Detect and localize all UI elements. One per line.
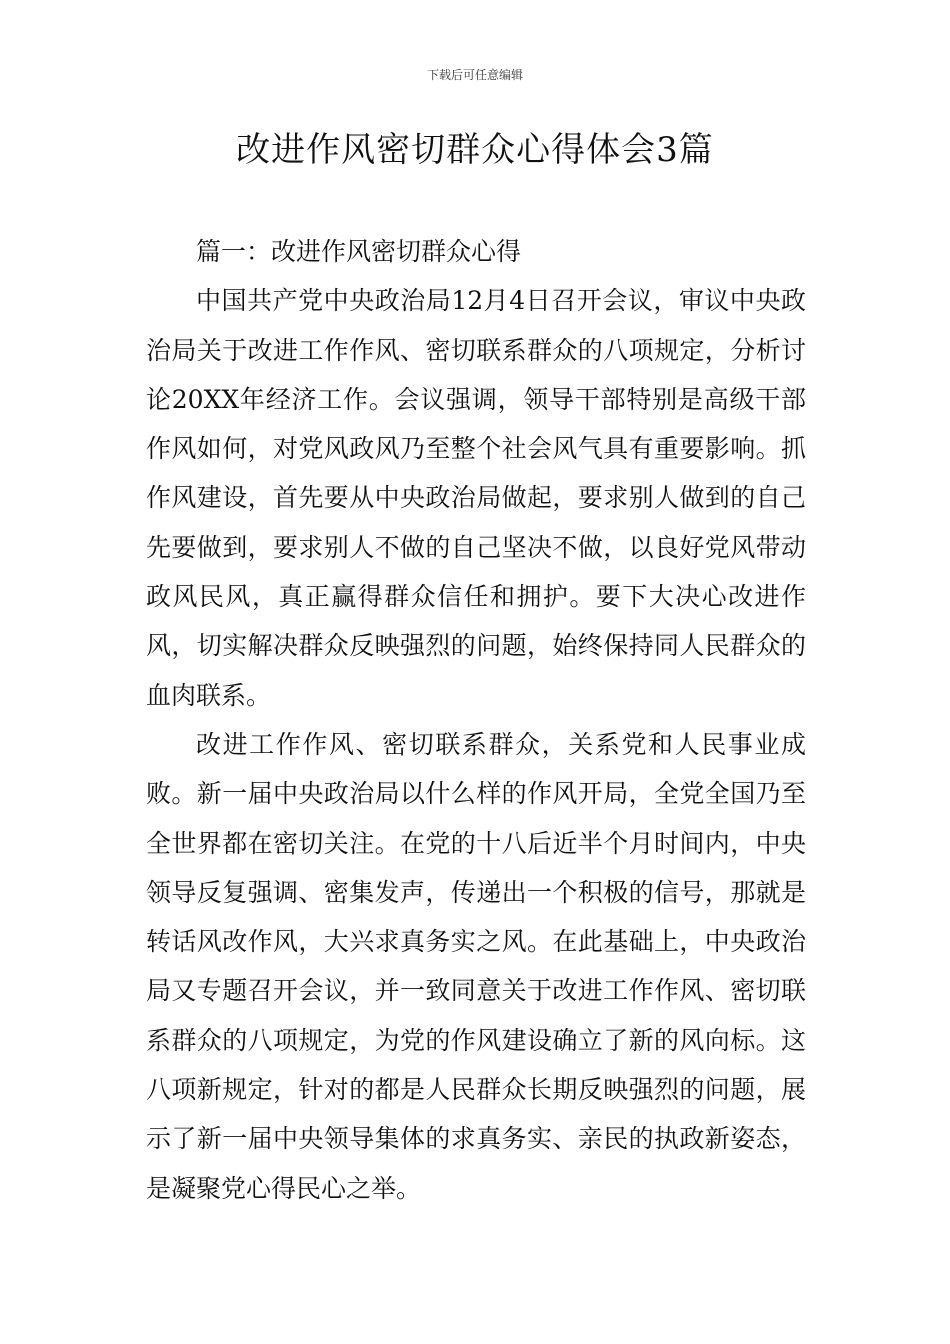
- document-body: [146, 227, 806, 1213]
- body-paragraph-2: 改进工作作风、密切联系群众，关系党和人民事业成败。新一届中央政治局以什么样的作风开局，全党全国乃至全世界都在密切关注。在党的十八后近半个月时间内，中央领导反复强调、密集发声，传递出一个积极的信号，那就是转话风改作风，大兴求真务实之风。在此基础上，中央政治局又专题召开会议，并一致同意关于改进工作作风、密切联系群众的八项规定，为党的作风建设确立了新的风向标。这八项新规定，针对的都是人民群众长期反映强烈的问题，展示了新一届中央领导集体的求真务实、亲民的执政新姿态，是凝聚党心得民心之举。: [146, 729, 806, 1203]
- document-title: 改进作风密切群众心得体会3篇: [236, 130, 714, 170]
- section-heading: 篇一：改进作风密切群众心得: [196, 237, 522, 266]
- header-note: 下载后可任意编辑: [426, 68, 523, 82]
- body-paragraph-1: 中国共产党中央政治局12月4日召开会议，审议中央政治局关于改进工作作风、密切联系群众的八项规定，分析讨论20XX年经济工作。会议强调，领导干部特别是高级干部作风如何，对党风政风乃至整个社会风气具有重要影响。抓作风建设，首先要从中央政治局做起，要求别人做到的自己先要做到，要求别人不做的自己坚决不做，以良好党风带动政风民风，真正赢得群众信任和拥护。要下大决心改进作风，切实解决群众反映强烈的问题，始终保持同人民群众的血肉联系。: [146, 286, 806, 710]
